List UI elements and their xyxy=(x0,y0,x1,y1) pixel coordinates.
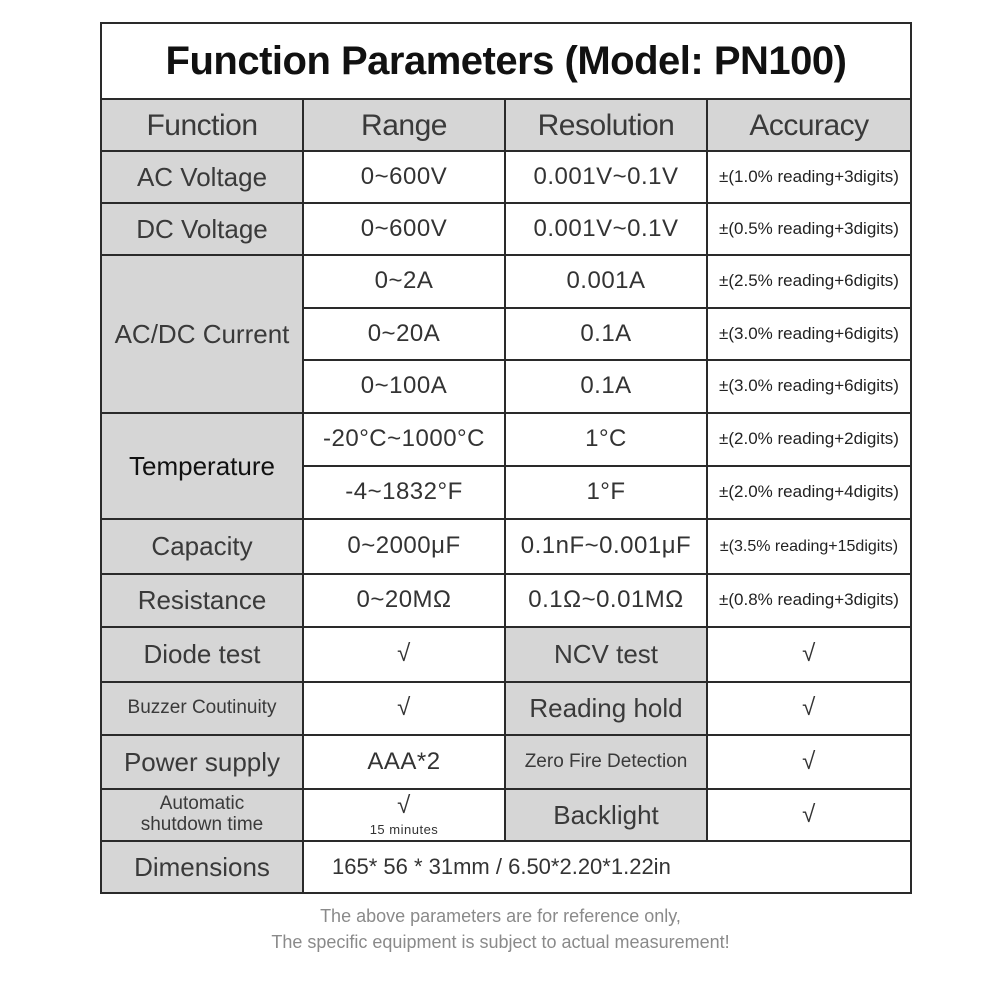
accuracy-dc-voltage: ±(0.5% reading+3digits) xyxy=(708,204,910,256)
resolution-capacity: 0.1nF~0.001μF xyxy=(506,520,708,575)
check-diode-test: √ xyxy=(304,628,506,683)
check-zero-fire-detection: √ xyxy=(708,736,910,790)
value-automatic-shutdown xyxy=(304,790,506,842)
accuracy-capacity: ±(3.5% reading+15digits) xyxy=(708,520,910,575)
check-reading-hold: √ xyxy=(708,683,910,736)
accuracy-temperature-1: ±(2.0% reading+2digits) xyxy=(708,414,910,467)
label-buzzer-continuity: Buzzer Coutinuity xyxy=(102,683,304,736)
label-backlight: Backlight xyxy=(506,790,708,842)
header-range: Range xyxy=(304,98,506,152)
label-shutdown-line2: shutdown time xyxy=(140,814,264,835)
label-shutdown-line1: Automatic xyxy=(159,793,245,815)
accuracy-ac-voltage: ±(1.0% reading+3digits) xyxy=(708,152,910,204)
check-ncv-test: √ xyxy=(708,628,910,683)
label-dimensions: Dimensions xyxy=(102,842,304,892)
function-capacity: Capacity xyxy=(102,520,304,575)
range-dc-voltage: 0~600V xyxy=(304,204,506,256)
label-zero-fire-detection: Zero Fire Detection xyxy=(506,736,708,790)
resolution-ac-voltage: 0.001V~0.1V xyxy=(506,152,708,204)
function-resistance: Resistance xyxy=(102,575,304,628)
resolution-dc-voltage: 0.001V~0.1V xyxy=(506,204,708,256)
shutdown-time-note: 15 minutes xyxy=(369,822,439,838)
spec-table xyxy=(100,22,912,894)
label-ncv-test: NCV test xyxy=(506,628,708,683)
range-current-2: 0~20A xyxy=(304,309,506,361)
function-dc-voltage: DC Voltage xyxy=(102,204,304,256)
accuracy-temperature-2: ±(2.0% reading+4digits) xyxy=(708,467,910,520)
label-diode-test: Diode test xyxy=(102,628,304,683)
accuracy-current-2: ±(3.0% reading+6digits) xyxy=(708,309,910,361)
label-reading-hold: Reading hold xyxy=(506,683,708,736)
check-backlight: √ xyxy=(708,790,910,842)
check-automatic-shutdown: √ xyxy=(397,791,411,819)
resolution-temperature-1: 1°C xyxy=(506,414,708,467)
range-temperature-1: -20°C~1000°C xyxy=(304,414,506,467)
header-resolution: Resolution xyxy=(506,98,708,152)
value-power-supply: AAA*2 xyxy=(304,736,506,790)
range-resistance: 0~20MΩ xyxy=(304,575,506,628)
function-ac-voltage: AC Voltage xyxy=(102,152,304,204)
page-title: Function Parameters (Model: PN100) xyxy=(165,38,847,83)
value-dimensions: 165* 56 * 31mm / 6.50*2.20*1.22in xyxy=(304,842,910,892)
function-temperature: Temperature xyxy=(102,414,304,520)
accuracy-resistance: ±(0.8% reading+3digits) xyxy=(708,575,910,628)
resolution-current-3: 0.1A xyxy=(506,361,708,414)
range-ac-voltage: 0~600V xyxy=(304,152,506,204)
footer-note-line1: The above parameters are for reference only, xyxy=(320,906,681,926)
label-automatic-shutdown xyxy=(102,790,304,842)
resolution-current-2: 0.1A xyxy=(506,309,708,361)
header-function: Function xyxy=(102,98,304,152)
check-buzzer-continuity: √ xyxy=(304,683,506,736)
range-current-3: 0~100A xyxy=(304,361,506,414)
function-current: AC/DC Current xyxy=(102,256,304,414)
label-power-supply: Power supply xyxy=(102,736,304,790)
range-current-1: 0~2A xyxy=(304,256,506,309)
range-capacity: 0~2000μF xyxy=(304,520,506,575)
accuracy-current-1: ±(2.5% reading+6digits) xyxy=(708,256,910,309)
accuracy-current-3: ±(3.0% reading+6digits) xyxy=(708,361,910,414)
header-accuracy: Accuracy xyxy=(708,98,910,152)
resolution-current-1: 0.001A xyxy=(506,256,708,309)
resolution-resistance: 0.1Ω~0.01MΩ xyxy=(506,575,708,628)
resolution-temperature-2: 1°F xyxy=(506,467,708,520)
range-temperature-2: -4~1832°F xyxy=(304,467,506,520)
footer-note-line2: The specific equipment is subject to actual measurement! xyxy=(271,932,730,952)
